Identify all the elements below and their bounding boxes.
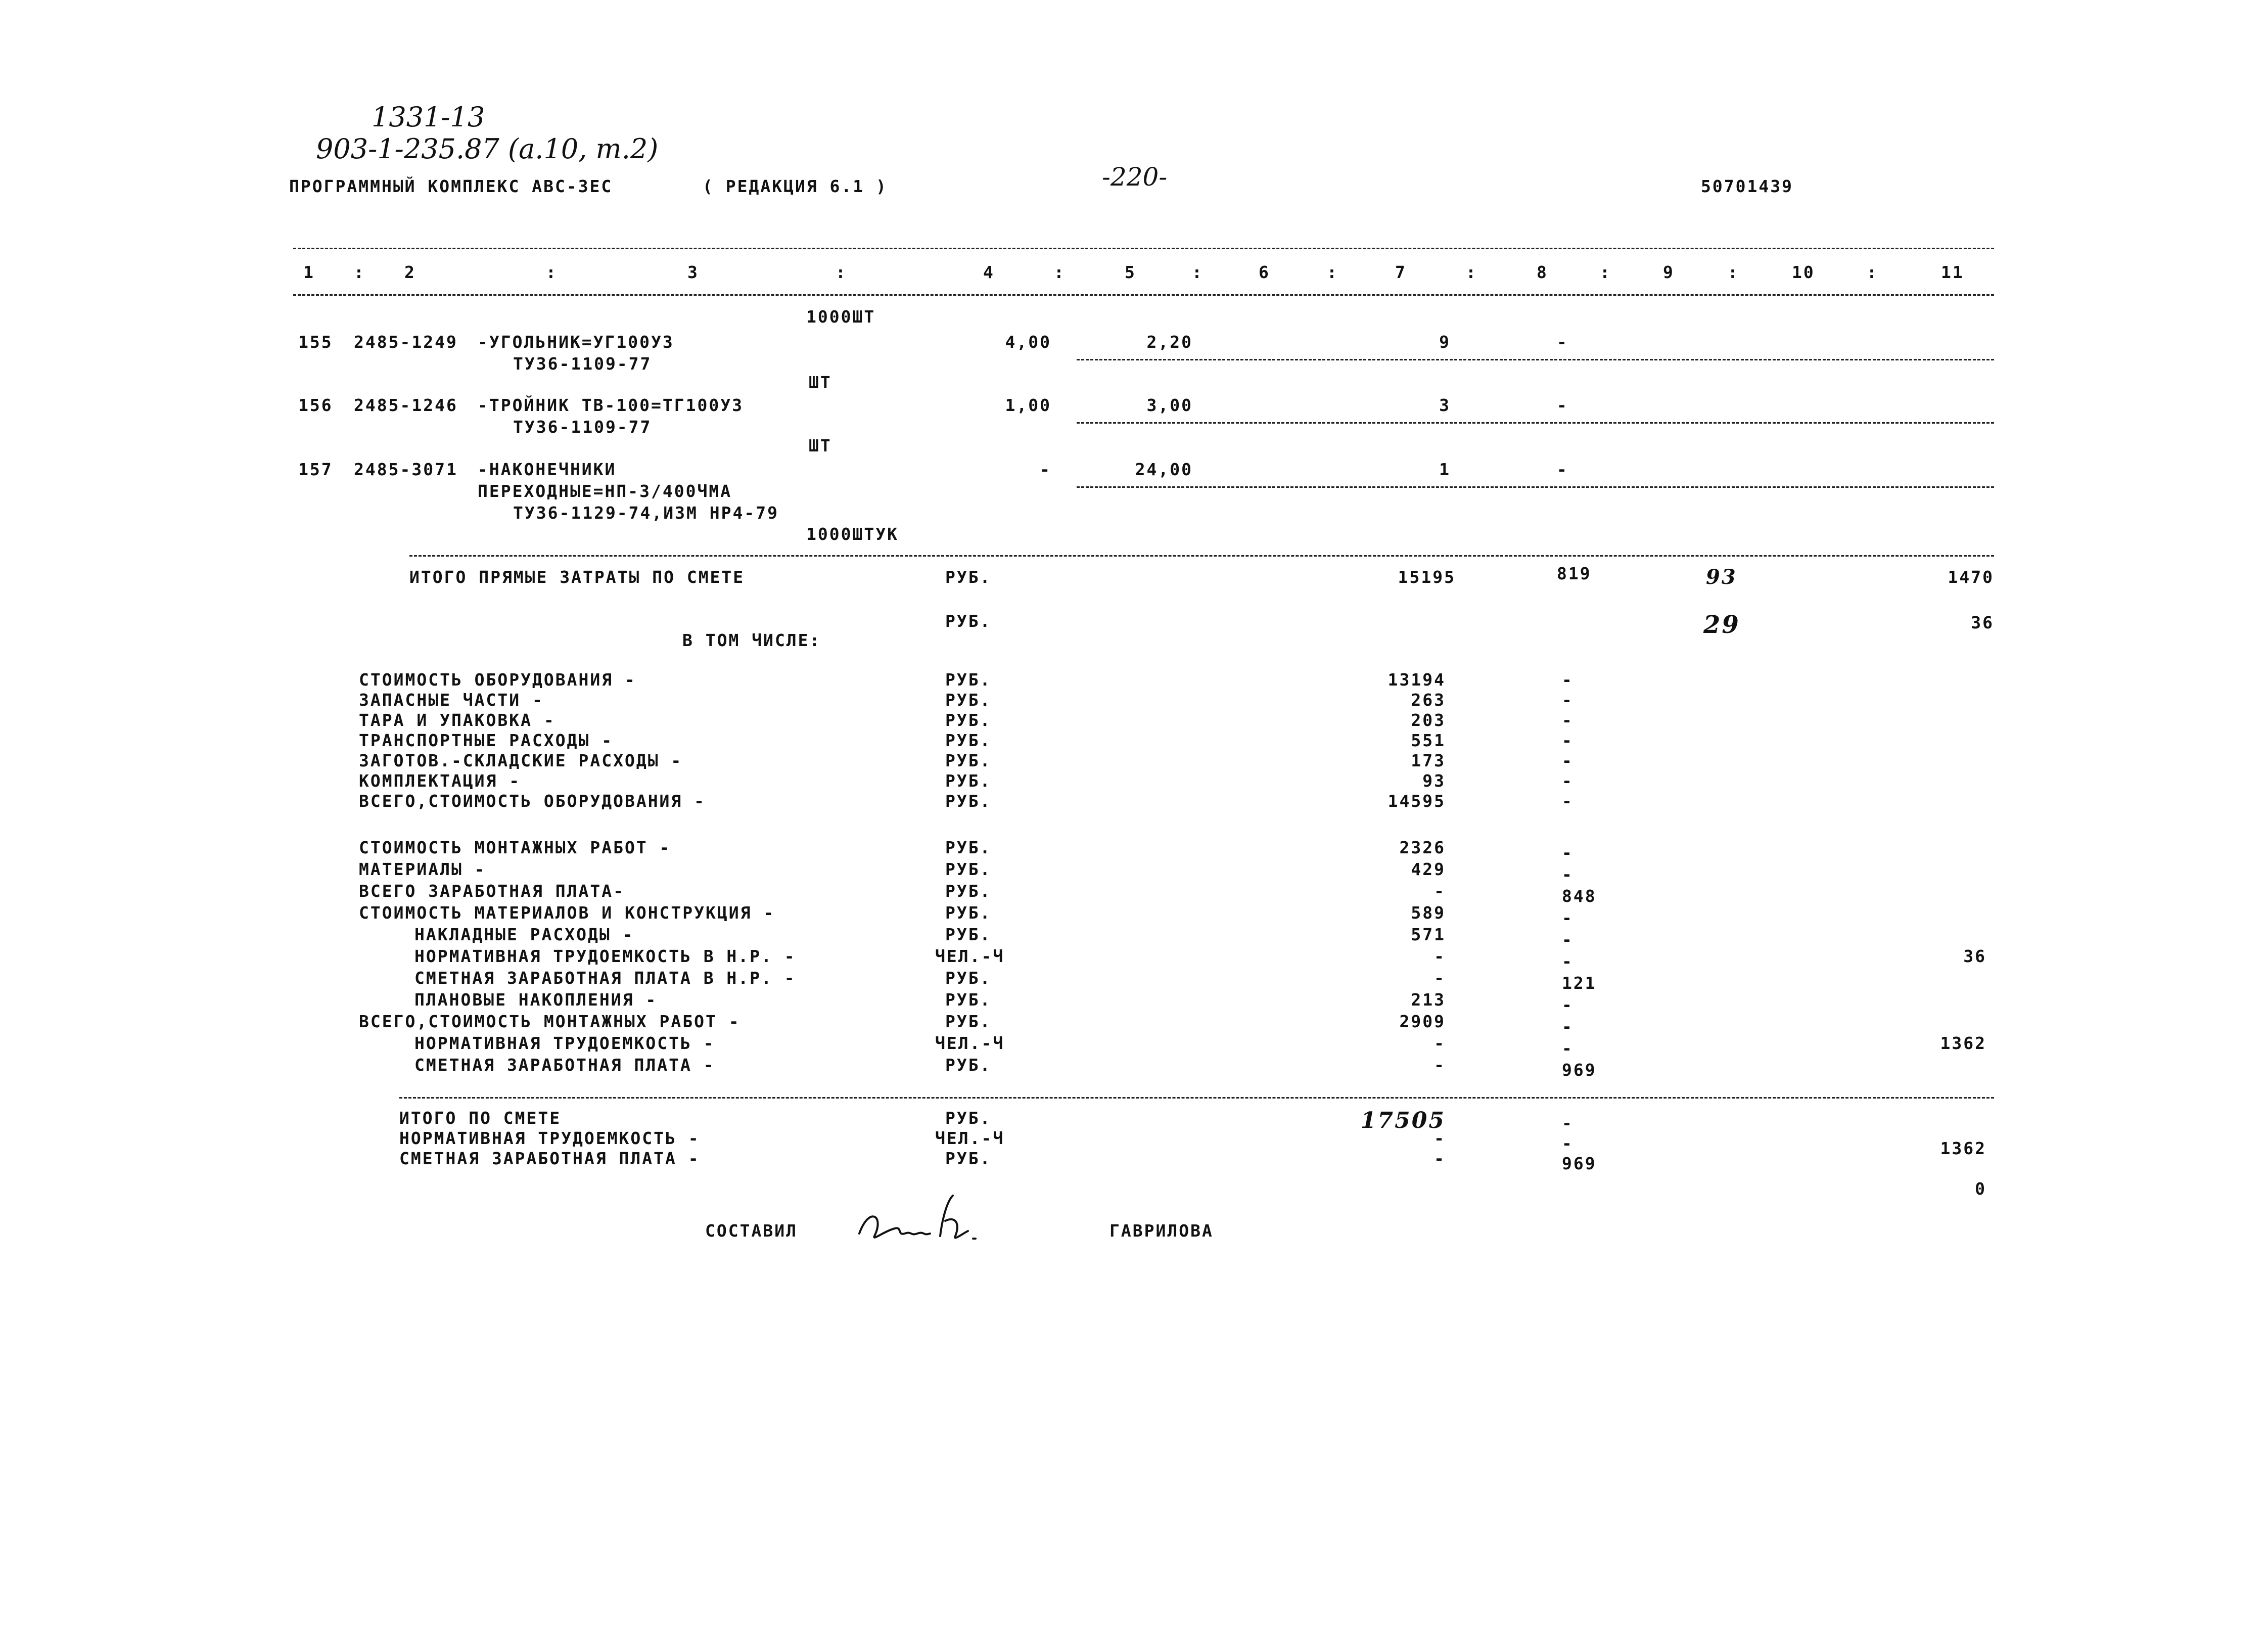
installation-col8: - — [1562, 1038, 1573, 1058]
equipment-col7: 203 — [1411, 710, 1446, 730]
totals-label: ИТОГО ПО СМЕТЕ — [399, 1108, 562, 1128]
header-top-rule — [293, 248, 1994, 249]
column-separator: : — [836, 262, 847, 282]
column-separator: : — [354, 262, 365, 282]
direct-costs-col9: 93 — [1706, 565, 1737, 589]
installation-col7: - — [1434, 968, 1446, 988]
totals-col11: 1362 — [1940, 1138, 1986, 1158]
installation-col8: - — [1562, 908, 1573, 928]
equipment-unit: РУБ. — [945, 710, 992, 730]
installation-unit: РУБ. — [945, 925, 992, 944]
item-col8: - — [1557, 460, 1568, 479]
column-separator: : — [1466, 262, 1477, 282]
installation-col7: 2909 — [1399, 1012, 1446, 1031]
totals-col7: - — [1434, 1149, 1446, 1168]
installation-col7: 2326 — [1399, 838, 1446, 857]
equipment-col8: - — [1562, 690, 1573, 710]
installation-unit: ЧЕЛ.-Ч — [935, 946, 1005, 966]
installation-label: СМЕТНАЯ ЗАРАБОТНАЯ ПЛАТА - — [414, 1055, 715, 1075]
item-quantity: 4,00 — [1005, 332, 1051, 352]
item-unit: ШТ — [809, 436, 832, 455]
installation-unit: РУБ. — [945, 903, 992, 923]
item-code: 2485-1249 — [354, 332, 458, 352]
item-unit: 1000ШТ — [806, 307, 876, 327]
equipment-col8: - — [1562, 731, 1573, 750]
direct-costs-unit-2: РУБ. — [945, 611, 992, 631]
totals-col7: - — [1434, 1128, 1446, 1148]
item-row-rule — [1077, 359, 1994, 360]
equipment-label: КОМПЛЕКТАЦИЯ - — [359, 771, 521, 791]
column-header-5: 5 — [1125, 262, 1136, 282]
column-header-8: 8 — [1537, 262, 1548, 282]
totals-unit: РУБ. — [945, 1149, 992, 1168]
column-separator: : — [1600, 262, 1611, 282]
item-total: 9 — [1439, 332, 1451, 352]
item-spec-2: ТУ36-1129-74,ИЗМ НР4-79 — [513, 503, 779, 523]
item-total: 1 — [1439, 460, 1451, 479]
item-unit: ШТ — [809, 373, 832, 392]
installation-col8: - — [1562, 930, 1573, 949]
totals-col8: 969 — [1562, 1154, 1597, 1173]
installation-label: ВСЕГО,СТОИМОСТЬ МОНТАЖНЫХ РАБОТ - — [359, 1012, 740, 1031]
document-code: 50701439 — [1701, 176, 1793, 196]
installation-label: СТОИМОСТЬ МАТЕРИАЛОВ И КОНСТРУКЦИЯ - — [359, 903, 775, 923]
column-header-4: 4 — [983, 262, 995, 282]
installation-col8: - — [1562, 864, 1573, 884]
handwritten-project-ref: 903-1-235.87 (a.10, т.2) — [316, 133, 659, 165]
equipment-unit: РУБ. — [945, 731, 992, 750]
totals-unit: РУБ. — [945, 1108, 992, 1128]
including-heading: В ТОМ ЧИСЛЕ: — [682, 630, 821, 650]
equipment-label: ТРАНСПОРТНЫЕ РАСХОДЫ - — [359, 731, 614, 750]
equipment-col7: 551 — [1411, 731, 1446, 750]
item-name: -УГОЛЬНИК=УГ100У3 — [478, 332, 674, 352]
installation-col8: 969 — [1562, 1060, 1597, 1080]
installation-col7: 571 — [1411, 925, 1446, 944]
item-spec: ТУ36-1109-77 — [513, 417, 652, 437]
direct-costs-col7: 15195 — [1398, 567, 1456, 587]
installation-label: СМЕТНАЯ ЗАРАБОТНАЯ ПЛАТА В Н.Р. - — [414, 968, 796, 988]
installation-unit: РУБ. — [945, 859, 992, 879]
item-code: 2485-3071 — [354, 460, 458, 479]
equipment-label: ТАРА И УПАКОВКА - — [359, 710, 556, 730]
item-name: -ТРОЙНИК ТВ-100=ТГ100У3 — [478, 395, 744, 415]
column-header-11: 11 — [1941, 262, 1964, 282]
item-name: -НАКОНЕЧНИКИ — [478, 460, 617, 479]
installation-col7: 589 — [1411, 903, 1446, 923]
installation-label: НАКЛАДНЫЕ РАСХОДЫ - — [414, 925, 634, 944]
column-header-3: 3 — [687, 262, 699, 282]
direct-costs-label: ИТОГО ПРЯМЫЕ ЗАТРАТЫ ПО СМЕТЕ — [409, 567, 745, 587]
column-separator: : — [1867, 262, 1878, 282]
installation-label: ВСЕГО ЗАРАБОТНАЯ ПЛАТА- — [359, 881, 625, 901]
installation-col8: - — [1562, 1017, 1573, 1036]
equipment-col8: - — [1562, 771, 1573, 791]
totals-col7: 17505 — [1360, 1108, 1446, 1133]
equipment-col7: 93 — [1422, 771, 1446, 791]
item-number: 157 — [298, 460, 333, 479]
column-header-2: 2 — [404, 262, 416, 282]
installation-col11: 1362 — [1940, 1033, 1986, 1053]
installation-col7: - — [1434, 1033, 1446, 1053]
installation-unit: ЧЕЛ.-Ч — [935, 1033, 1005, 1053]
item-row-rule — [1077, 486, 1994, 488]
item-row-rule — [1077, 422, 1994, 424]
program-name: ПРОГРАММНЫЙ КОМПЛЕКС АВС-3ЕС — [289, 176, 613, 196]
totals-label: НОРМАТИВНАЯ ТРУДОЕМКОСТЬ - — [399, 1128, 700, 1148]
page-number: -220- — [1102, 162, 1168, 192]
direct-costs-col8: 819 — [1557, 564, 1592, 583]
column-separator: : — [546, 262, 558, 282]
equipment-unit: РУБ. — [945, 670, 992, 690]
item-price: 3,00 — [1146, 395, 1193, 415]
signature — [854, 1185, 1016, 1251]
totals-col11: 0 — [1975, 1179, 1986, 1199]
totals-unit: ЧЕЛ.-Ч — [935, 1128, 1005, 1148]
item-quantity: - — [1040, 460, 1051, 479]
direct-costs-col11-b: 36 — [1971, 613, 1994, 632]
totals-rule — [399, 1097, 1994, 1099]
installation-col11: 36 — [1963, 946, 1986, 966]
equipment-col8: - — [1562, 710, 1573, 730]
item-code: 2485-1246 — [354, 395, 458, 415]
installation-col7: - — [1434, 946, 1446, 966]
totals-col8: - — [1562, 1133, 1573, 1153]
column-header-7: 7 — [1395, 262, 1407, 282]
equipment-label: СТОИМОСТЬ ОБОРУДОВАНИЯ - — [359, 670, 636, 690]
installation-col8: - — [1562, 843, 1573, 862]
totals-label: СМЕТНАЯ ЗАРАБОТНАЯ ПЛАТА - — [399, 1149, 700, 1168]
column-separator: : — [1054, 262, 1066, 282]
column-header-10: 10 — [1792, 262, 1815, 282]
equipment-unit: РУБ. — [945, 771, 992, 791]
installation-col7: - — [1434, 1055, 1446, 1075]
column-separator: : — [1192, 262, 1204, 282]
item-price: 24,00 — [1135, 460, 1193, 479]
column-separator: : — [1728, 262, 1739, 282]
installation-unit: РУБ. — [945, 990, 992, 1010]
installation-unit: РУБ. — [945, 838, 992, 857]
equipment-col8: - — [1562, 791, 1573, 811]
totals-col8: - — [1562, 1113, 1573, 1133]
installation-label: НОРМАТИВНАЯ ТРУДОЕМКОСТЬ - — [414, 1033, 715, 1053]
column-header-6: 6 — [1259, 262, 1270, 282]
installation-label: НОРМАТИВНАЯ ТРУДОЕМКОСТЬ В Н.Р. - — [414, 946, 796, 966]
equipment-col7: 14595 — [1387, 791, 1446, 811]
equipment-col8: - — [1562, 670, 1573, 690]
equipment-label: ЗАПАСНЫЕ ЧАСТИ - — [359, 690, 544, 710]
installation-unit: РУБ. — [945, 1012, 992, 1031]
item-spec: ПЕРЕХОДНЫЕ=НП-3/400ЧМА — [478, 481, 732, 501]
equipment-col8: - — [1562, 751, 1573, 770]
item-unit: 1000ШТУК — [806, 524, 899, 544]
equipment-col7: 263 — [1411, 690, 1446, 710]
item-number: 156 — [298, 395, 333, 415]
compiler-name: ГАВРИЛОВА — [1109, 1221, 1214, 1241]
installation-col7: - — [1434, 881, 1446, 901]
column-separator: : — [1327, 262, 1338, 282]
direct-costs-col9-b: 29 — [1703, 611, 1740, 639]
item-quantity: 1,00 — [1005, 395, 1051, 415]
compiled-by-label: СОСТАВИЛ — [705, 1221, 798, 1241]
equipment-label: ЗАГОТОВ.-СКЛАДСКИЕ РАСХОДЫ - — [359, 751, 683, 770]
item-number: 155 — [298, 332, 333, 352]
installation-col8: 121 — [1562, 973, 1597, 993]
column-header-1: 1 — [303, 262, 315, 282]
installation-unit: РУБ. — [945, 1055, 992, 1075]
equipment-label: ВСЕГО,СТОИМОСТЬ ОБОРУДОВАНИЯ - — [359, 791, 706, 811]
equipment-col7: 13194 — [1387, 670, 1446, 690]
equipment-unit: РУБ. — [945, 751, 992, 770]
installation-label: СТОИМОСТЬ МОНТАЖНЫХ РАБОТ - — [359, 838, 671, 857]
header-bottom-rule — [293, 294, 1994, 296]
installation-col8: - — [1562, 995, 1573, 1015]
item-spec: ТУ36-1109-77 — [513, 354, 652, 374]
installation-unit: РУБ. — [945, 881, 992, 901]
handwritten-doc-number: 1331-13 — [372, 101, 485, 133]
equipment-unit: РУБ. — [945, 690, 992, 710]
item-col8: - — [1557, 332, 1568, 352]
subtotal-rule — [409, 555, 1994, 557]
program-edition: ( РЕДАКЦИЯ 6.1 ) — [703, 176, 888, 196]
column-header-9: 9 — [1663, 262, 1675, 282]
installation-col8: 848 — [1562, 886, 1597, 906]
item-total: 3 — [1439, 395, 1451, 415]
direct-costs-col11: 1470 — [1948, 567, 1994, 587]
direct-costs-unit: РУБ. — [945, 567, 992, 587]
item-price: 2,20 — [1146, 332, 1193, 352]
equipment-col7: 173 — [1411, 751, 1446, 770]
installation-col7: 429 — [1411, 859, 1446, 879]
equipment-unit: РУБ. — [945, 791, 992, 811]
installation-col8: - — [1562, 951, 1573, 971]
installation-label: МАТЕРИАЛЫ - — [359, 859, 486, 879]
installation-label: ПЛАНОВЫЕ НАКОПЛЕНИЯ - — [414, 990, 658, 1010]
installation-col7: 213 — [1411, 990, 1446, 1010]
item-col8: - — [1557, 395, 1568, 415]
installation-unit: РУБ. — [945, 968, 992, 988]
